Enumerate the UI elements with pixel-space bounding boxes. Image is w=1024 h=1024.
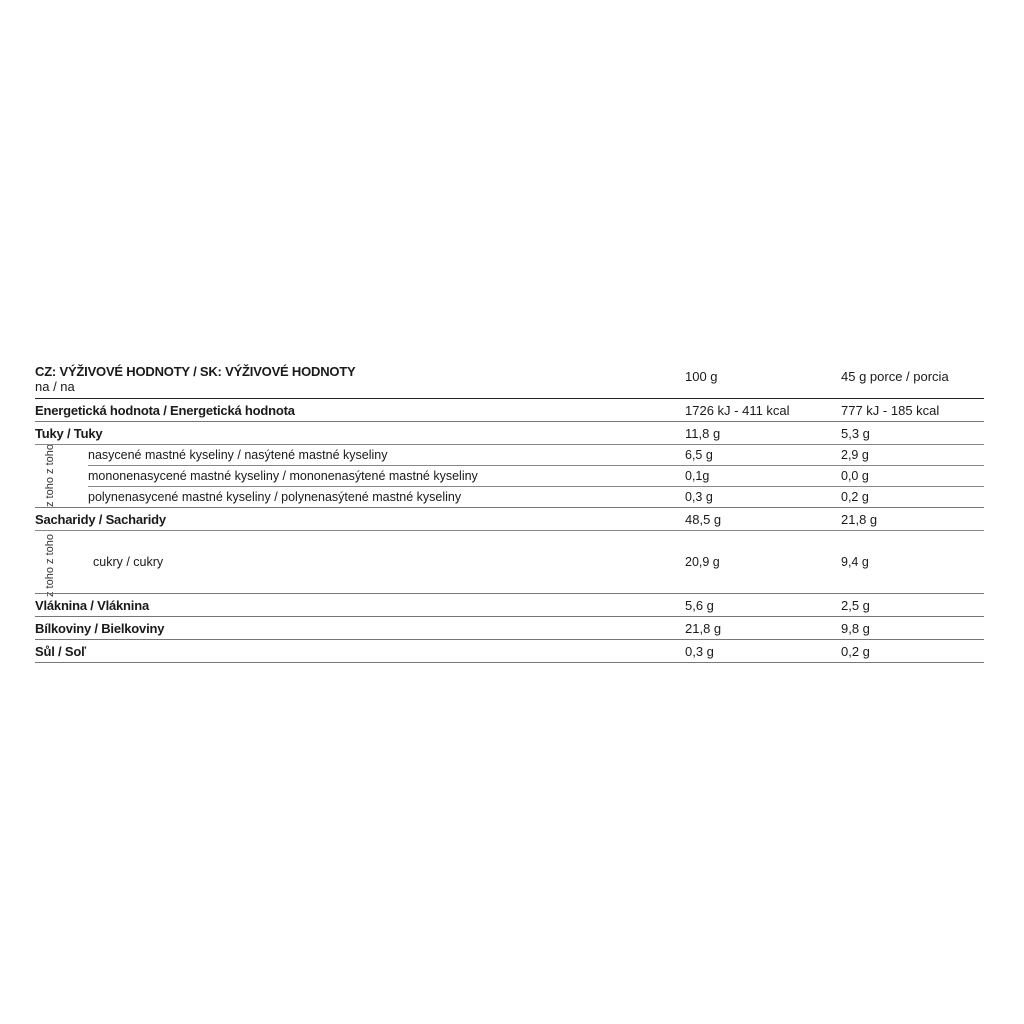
- row-divider: [88, 465, 984, 466]
- table-subtitle: na / na: [35, 379, 75, 394]
- header-title-cell: [35, 363, 685, 394]
- value-100g: 21,8 g: [685, 620, 722, 636]
- table-row-protein: [35, 616, 984, 639]
- carbs-subgroup: [35, 530, 984, 597]
- value-portion: 5,3 g: [841, 425, 870, 441]
- column-header-portion: 45 g porce / porcia: [841, 369, 949, 384]
- row-divider: [88, 486, 984, 487]
- table-row-carbs: [35, 507, 984, 530]
- value-portion: 777 kJ - 185 kcal: [841, 402, 940, 418]
- table-row-poly: [35, 486, 984, 507]
- table-row-energy: [35, 398, 984, 421]
- value-portion: 0,2 g: [841, 643, 870, 659]
- of-which-label: z toho z toho: [43, 534, 56, 597]
- value-100g: 1726 kJ - 411 kcal: [685, 402, 790, 418]
- value-100g: 0,3 g: [685, 643, 714, 659]
- row-label: Sůl / Soľ: [35, 643, 86, 659]
- value-100g: 5,6 g: [685, 597, 714, 613]
- row-label: Vláknina / Vláknina: [35, 597, 149, 613]
- table-header: [35, 363, 984, 398]
- value-portion: 9,8 g: [841, 620, 870, 636]
- value-100g: 0,3 g: [685, 489, 713, 504]
- table-row-salt: [35, 639, 984, 663]
- row-label: nasycené mastné kyseliny / nasýtené mastné kyseliny: [88, 447, 388, 462]
- table-row-fat: [35, 421, 984, 444]
- table-row-fibre: [35, 593, 984, 616]
- table-row-mono: [35, 465, 984, 486]
- value-portion: 21,8 g: [841, 511, 878, 527]
- row-label: cukry / cukry: [93, 554, 164, 569]
- value-portion: 2,9 g: [841, 447, 869, 462]
- row-label: Bílkoviny / Bielkoviny: [35, 620, 165, 636]
- value-portion: 0,2 g: [841, 489, 869, 504]
- column-header-100g: 100 g: [685, 369, 718, 384]
- value-100g: 11,8 g: [685, 425, 721, 441]
- row-label: mononenasycené mastné kyseliny / mononenasýtené mastné kyseliny: [88, 468, 478, 483]
- nutrition-table: [35, 363, 984, 663]
- table-title: CZ: VÝŽIVOVÉ HODNOTY / SK: VÝŽIVOVÉ HODNOTY: [35, 364, 356, 379]
- value-portion: 2,5 g: [841, 597, 870, 613]
- fat-subgroup: [35, 444, 984, 507]
- value-100g: 6,5 g: [685, 447, 713, 462]
- of-which-label: z toho z toho: [43, 444, 56, 507]
- value-100g: 48,5 g: [685, 511, 722, 527]
- row-label: polynenasycené mastné kyseliny / polynenasýtené mastné kyseliny: [88, 489, 462, 504]
- row-label: Tuky / Tuky: [35, 425, 103, 441]
- value-portion: 0,0 g: [841, 468, 869, 483]
- row-label: Energetická hodnota / Energetická hodnota: [35, 402, 295, 418]
- value-100g: 20,9 g: [685, 554, 720, 569]
- row-divider: [35, 530, 984, 531]
- table-row-sugars: [35, 530, 984, 597]
- row-divider: [35, 444, 984, 445]
- value-100g: 0,1g: [685, 468, 710, 483]
- value-portion: 9,4 g: [841, 554, 869, 569]
- table-row-saturated: [35, 444, 984, 465]
- row-label: Sacharidy / Sacharidy: [35, 511, 166, 527]
